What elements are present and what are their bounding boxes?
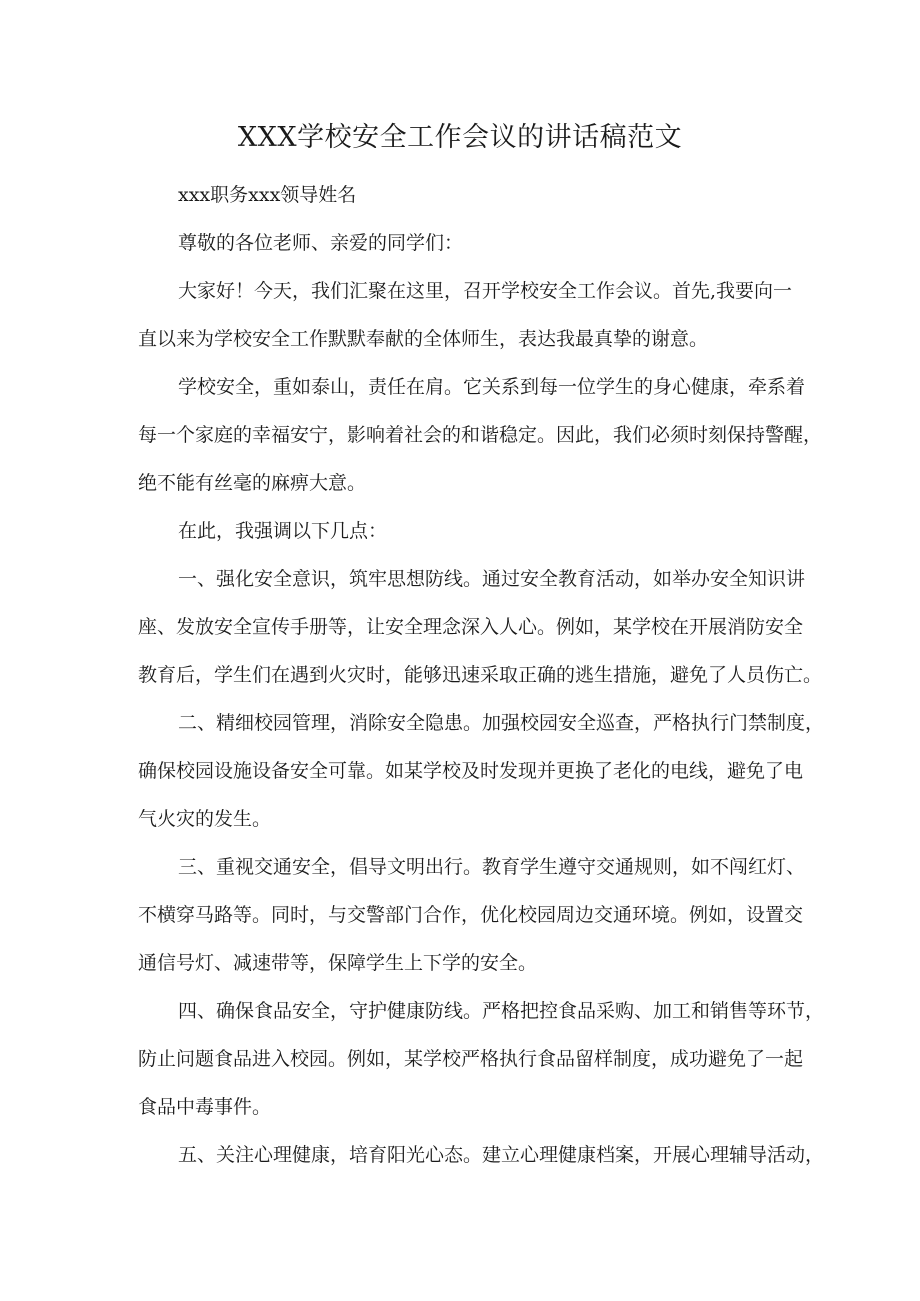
- paragraph-point-2: [138, 699, 825, 843]
- paragraph-greeting: [138, 267, 793, 363]
- paragraph-point-3: [138, 843, 806, 987]
- paragraph-line: 直以来为学校安全工作默默奉献的全体师生，表达我最真挚的谢意。: [138, 328, 709, 350]
- salutation: 尊敬的各位老师、亲爱的同学们：: [178, 232, 464, 254]
- document-title: XXX学校安全工作会议的讲话稿范文: [237, 122, 683, 153]
- paragraph-line: 食品中毒事件。: [138, 1096, 272, 1118]
- paragraph-line: 确保校园设施设备安全可靠。如某学校及时发现并更换了老化的电线，避免了电: [138, 760, 804, 782]
- paragraph-importance: [138, 363, 823, 507]
- paragraph-line: 每一个家庭的幸福安宁，影响着社会的和谐稳定。因此，我们必须时刻保持警醒，: [138, 424, 823, 446]
- paragraph-line: 不横穿马路等。同时，与交警部门合作，优化校园周边交通环境。例如，设置交: [138, 904, 804, 926]
- paragraph-intro-points: [138, 507, 786, 555]
- paragraph-line: 在此，我强调以下几点：: [178, 520, 388, 542]
- paragraph-point-5: [138, 1131, 825, 1179]
- paragraph-line: 学校安全，重如泰山，责任在肩。它关系到每一位学生的身心健康，牵系着: [178, 376, 806, 398]
- paragraph-line: 座、发放安全宣传手册等，让安全理念深入人心。例如，某学校在开展消防安全: [138, 616, 804, 638]
- paragraph-line: 五、关注心理健康，培育阳光心态。建立心理健康档案，开展心理辅导活动，: [178, 1144, 825, 1166]
- paragraph-line: 教育后，学生们在遇到火灾时，能够迅速采取正确的逃生措施，避免了人员伤亡。: [138, 664, 823, 686]
- document-body: [138, 171, 825, 1179]
- paragraph-line: 通信号灯、减速带等，保障学生上下学的安全。: [138, 952, 538, 974]
- byline: xxx职务xxx领导姓名: [178, 184, 357, 206]
- paragraph-line: 气火灾的发生。: [138, 808, 272, 830]
- paragraph-line: 二、精细校园管理，消除安全隐患。加强校园安全巡查，严格执行门禁制度，: [178, 712, 825, 734]
- paragraph-point-4: [138, 987, 825, 1131]
- paragraph-line: 四、确保食品安全，守护健康防线。严格把控食品采购、加工和销售等环节，: [178, 1000, 825, 1022]
- paragraph-line: 大家好！今天，我们汇聚在这里，召开学校安全工作会议。首先,我要向一: [178, 280, 793, 302]
- paragraph-line: 绝不能有丝毫的麻痹大意。: [138, 472, 367, 494]
- paragraph-line: 一、强化安全意识，筑牢思想防线。通过安全教育活动，如举办安全知识讲: [178, 568, 806, 590]
- paragraph-point-1: [138, 555, 823, 699]
- paragraph-line: 防止问题食品进入校园。例如，某学校严格执行食品留样制度，成功避免了一起: [138, 1048, 804, 1070]
- paragraph-line: 三、重视交通安全，倡导文明出行。教育学生遵守交通规则，如不闯红灯、: [178, 856, 806, 878]
